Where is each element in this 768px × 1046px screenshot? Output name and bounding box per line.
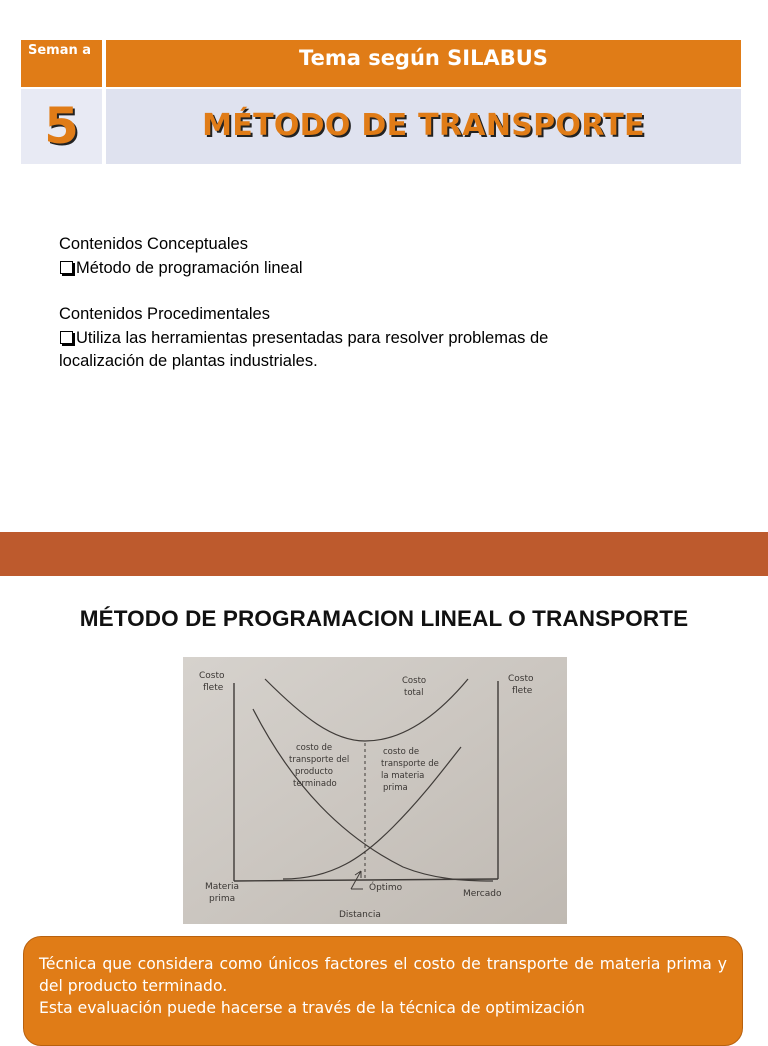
- conceptual-item: [59, 257, 739, 281]
- finished-label-2: transporte del: [289, 755, 350, 765]
- conceptual-item-text: Método de programación lineal: [76, 258, 303, 277]
- section-heading: MÉTODO DE PROGRAMACION LINEAL O TRANSPORTE: [79, 606, 689, 631]
- raw-label-3: la materia: [381, 771, 425, 781]
- transport-cost-figure: [183, 657, 567, 924]
- procedural-item-text-1: Utiliza las herramientas presentadas para resolver problemas de: [76, 328, 549, 347]
- finished-label-3: producto: [295, 767, 333, 777]
- procedural-heading: Contenidos Procedimentales: [59, 305, 270, 323]
- raw-label-2: transporte de: [381, 759, 439, 769]
- x-right-label: Mercado: [463, 889, 502, 899]
- description-box: [23, 936, 743, 1046]
- page-title: MÉTODO DE TRANSPORTE: [106, 89, 741, 164]
- total-label-2: total: [404, 688, 424, 698]
- y-right-label-2: flete: [512, 686, 533, 696]
- finished-label-4: terminado: [293, 779, 337, 789]
- week-label: Seman a: [28, 43, 92, 58]
- y-left-label-2: flete: [203, 683, 224, 693]
- y-left-label-1: Costo: [199, 671, 225, 681]
- raw-label-1: costo de: [383, 747, 420, 757]
- topic-label-cell: [106, 40, 741, 87]
- checkbox-bullet-icon: [60, 331, 73, 344]
- conceptual-heading: Contenidos Conceptuales: [59, 235, 248, 253]
- x-left-label-2: prima: [209, 894, 236, 904]
- procedural-item: [59, 327, 739, 351]
- week-number: 5: [21, 89, 104, 164]
- optimo-label: Óptimo: [369, 883, 403, 893]
- x-axis-label: Distancia: [339, 910, 381, 920]
- topic-label: Tema según SILABUS: [299, 46, 548, 70]
- raw-label-4: prima: [383, 783, 408, 793]
- y-right-label-1: Costo: [508, 674, 534, 684]
- section-divider-band: [0, 532, 768, 576]
- week-label-cell: [21, 40, 104, 87]
- checkbox-bullet-icon: [60, 261, 73, 274]
- description-line-1: Técnica que considera como únicos factores el costo de transporte de materia prima y del producto terminado.: [39, 955, 727, 995]
- x-left-label-1: Materia: [205, 882, 240, 892]
- contents-block: [59, 233, 739, 374]
- finished-label-1: costo de: [296, 743, 333, 753]
- procedural-item-text-2: localización de plantas industriales.: [59, 352, 318, 370]
- total-label-1: Costo: [402, 676, 427, 686]
- description-line-2: Esta evaluación puede hacerse a través de la técnica de optimización: [39, 999, 585, 1017]
